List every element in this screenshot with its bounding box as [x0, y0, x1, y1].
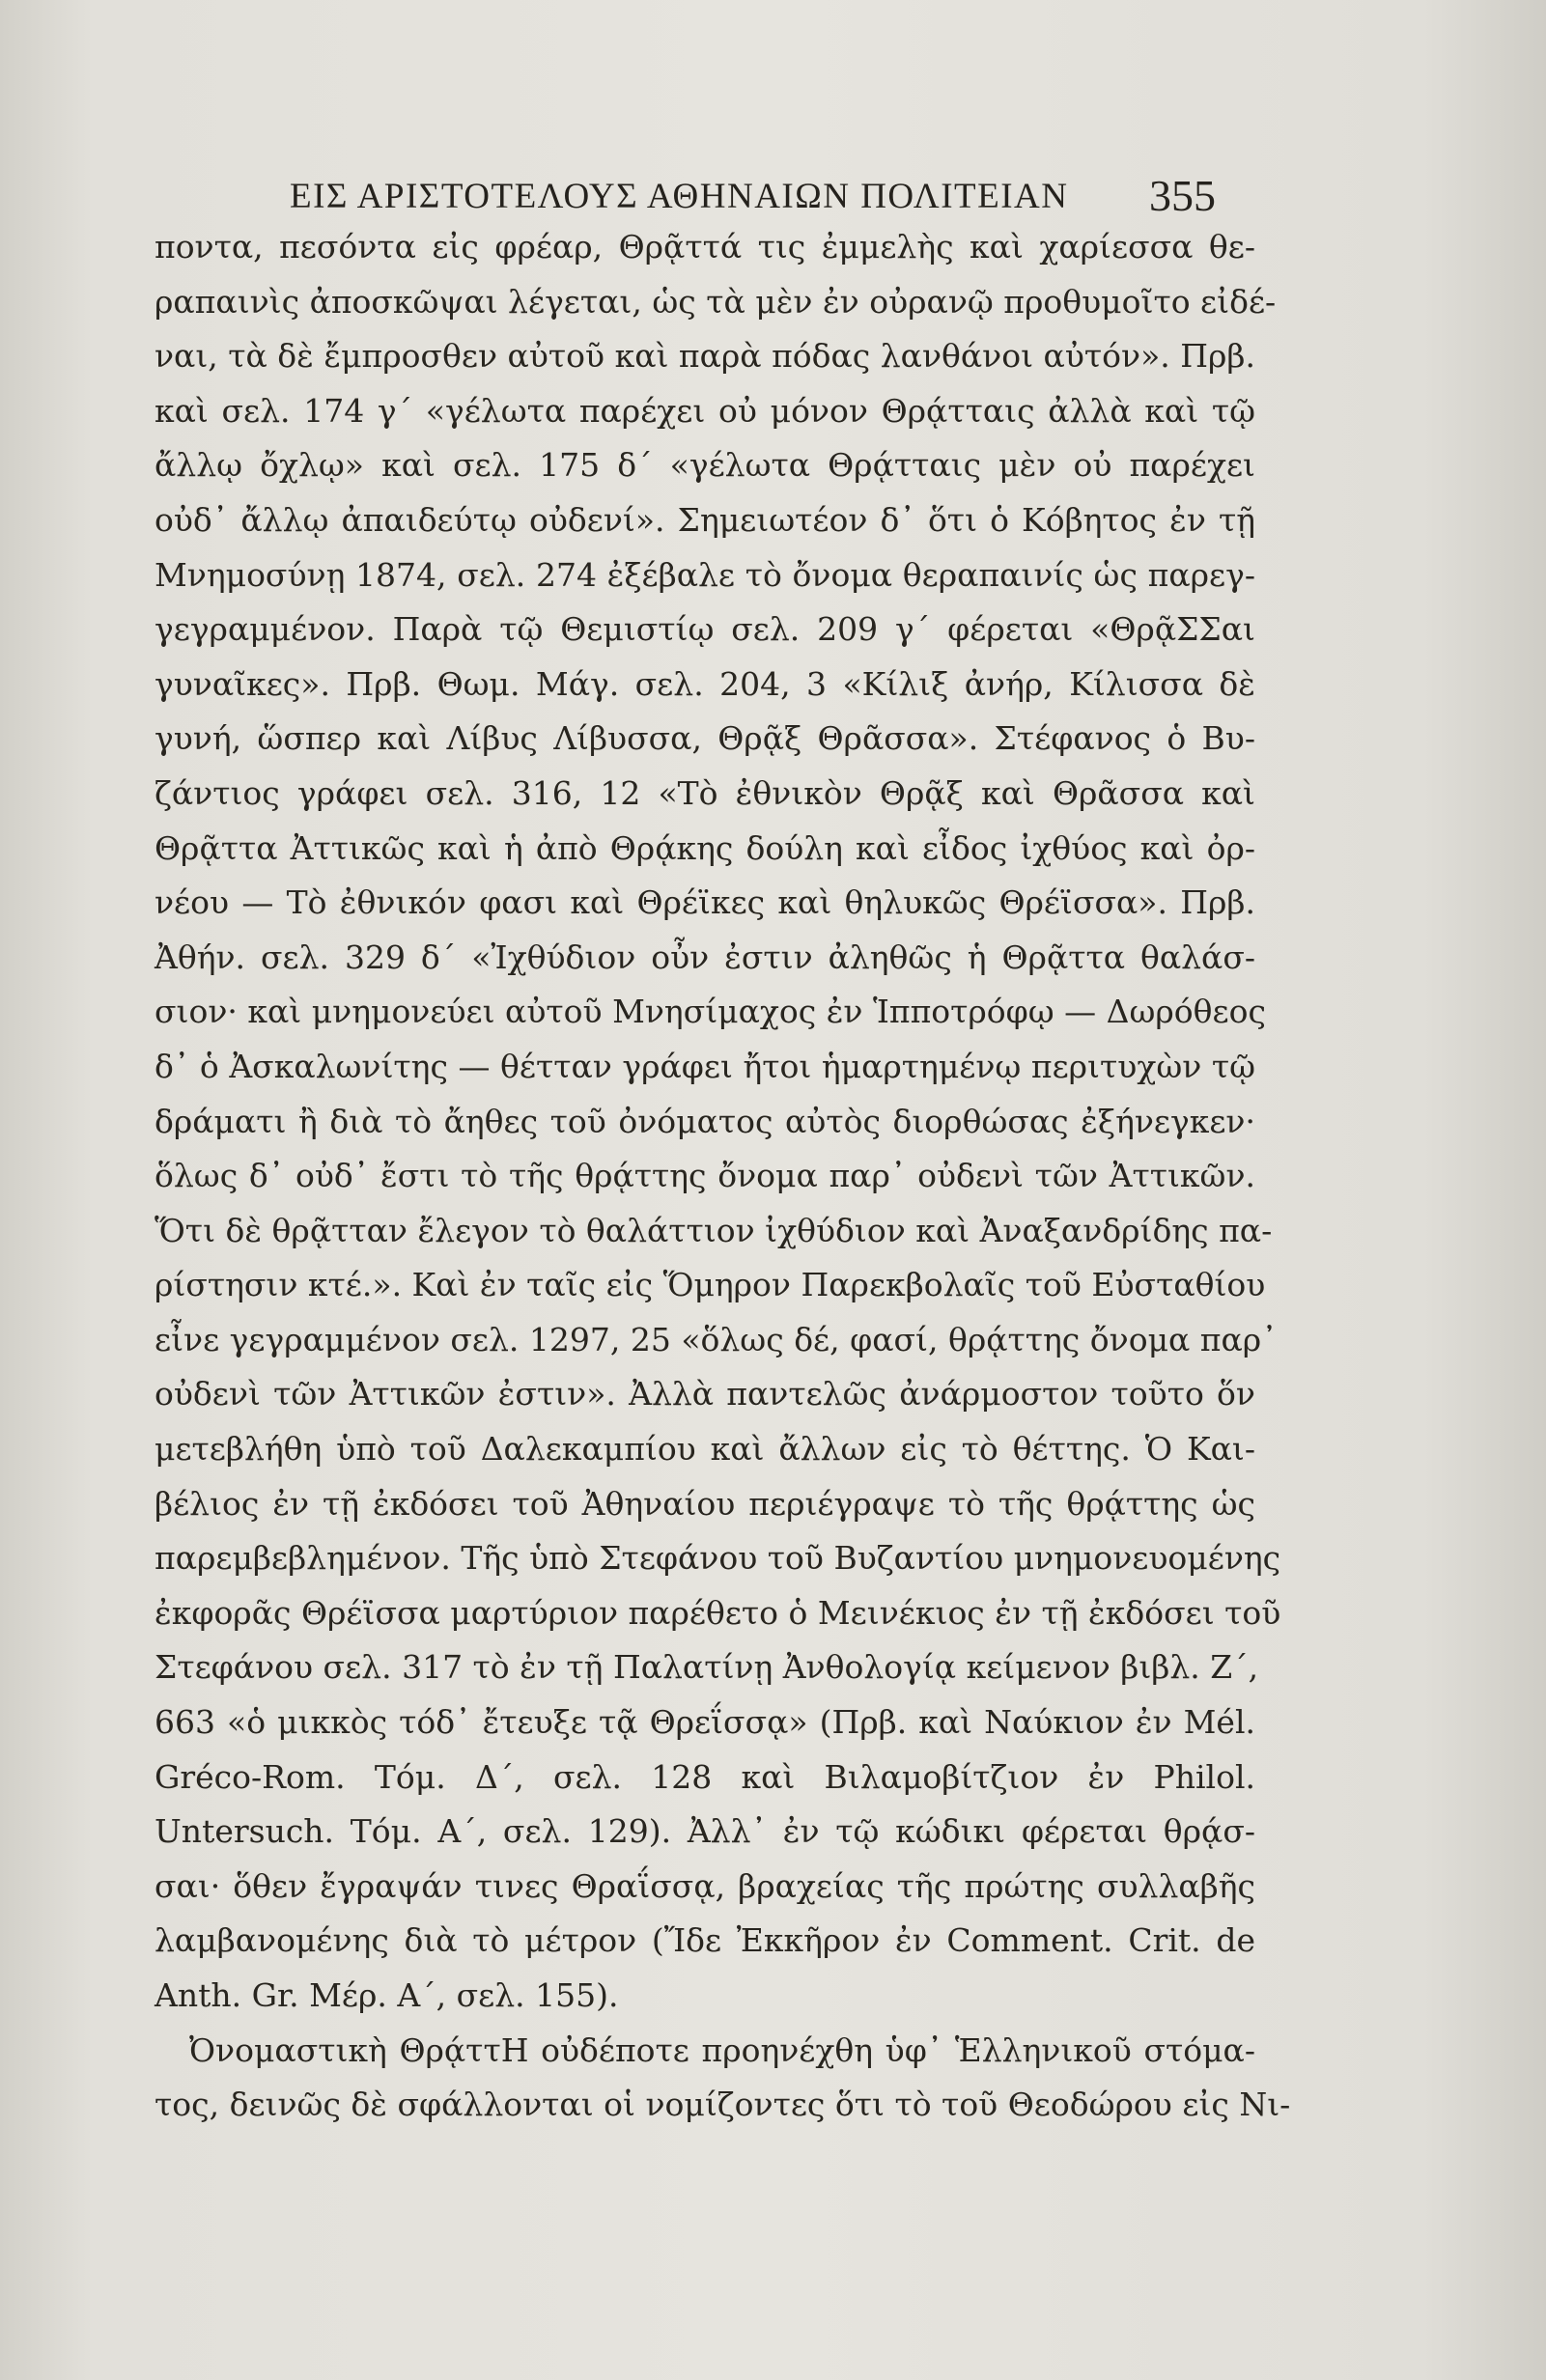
text-line: καὶ σελ. 174 γ΄ «γέλωτα παρέχει οὐ μόνον Θρᾴτταις ἀλλὰ καὶ τῷ — [155, 391, 1255, 430]
paragraph-end-line: Anth. Gr. Μέρ. Α΄, σελ. 155). — [155, 1976, 619, 2014]
text-line: Στεφάνου σελ. 317 τὸ ἐν τῇ Παλατίνῃ Ἀνθολογίᾳ κείμενον βιβλ. Ζ΄, — [155, 1648, 1259, 1687]
text-line: σαι· ὅθεν ἔγραψάν τινες Θραΐσσᾳ, βραχείας τῆς πρώτης συλλαβῆς — [155, 1866, 1255, 1905]
text-line: ναι, τὰ δὲ ἔμπροσθεν αὐτοῦ καὶ παρὰ πόδας λανθάνοι αὐτόν». Πρβ. — [155, 337, 1255, 376]
text-line: Ἀθήν. σελ. 329 δ΄ «Ἰχθύδιον οὖν ἐστιν ἀληθῶς ἡ Θρᾷττα θαλάσ- — [155, 938, 1255, 976]
text-line: 663 «ὁ μικκὸς τόδ᾽ ἔτευξε τᾷ Θρεΐσσᾳ» (Πρβ. καὶ Ναύκιον ἐν Mél. — [155, 1703, 1255, 1742]
text-line: γυναῖκες». Πρβ. Θωμ. Μάγ. σελ. 204, 3 «Κίλιξ ἀνήρ, Κίλισσα δὲ — [155, 664, 1255, 703]
text-line: δράματι ἢ διὰ τὸ ἄηθες τοῦ ὀνόματος αὐτὸς διορθώσας ἐξήνεγκεν· — [155, 1102, 1255, 1140]
text-line: βέλιος ἐν τῇ ἐκδόσει τοῦ Ἀθηναίου περιέγραψε τὸ τῆς θρᾴττης ὡς — [155, 1484, 1255, 1523]
text-line: ρίστησιν κτέ.». Καὶ ἐν ταῖς εἰς Ὅμηρον Παρεκβολαῖς τοῦ Εὐσταθίου — [155, 1266, 1266, 1304]
text-line: ζάντιος γράφει σελ. 316, 12 «Τὸ ἐθνικὸν Θρᾷξ καὶ Θρᾶσσα καὶ — [155, 773, 1255, 812]
text-line: εἶνε γεγραμμένον σελ. 1297, 25 «ὅλως δέ, φασί, θρᾴττης ὄνομα παρ᾽ — [155, 1320, 1278, 1358]
text-line: γυνή, ὥσπερ καὶ Λίβυς Λίβυσσα, Θρᾷξ Θρᾶσσα». Στέφανος ὁ Βυ- — [155, 719, 1255, 758]
text-line: ραπαινὶς ἀποσκῶψαι λέγεται, ὡς τὰ μὲν ἐν οὐρανῷ προθυμοῖτο εἰδέ- — [155, 282, 1277, 321]
text-line: γεγραμμένον. Παρὰ τῷ Θεμιστίῳ σελ. 209 γ΄ φέρεται «ΘρᾷΣΣαι — [155, 610, 1255, 649]
text-line: οὐδενὶ τῶν Ἀττικῶν ἐστιν». Ἀλλὰ παντελῶς ἀνάρμοστον τοῦτο ὅν — [155, 1375, 1255, 1414]
text-line: Θρᾷττα Ἀττικῶς καὶ ἡ ἀπὸ Θρᾴκης δούλη καὶ εἶδος ἰχθύος καὶ ὀρ- — [155, 828, 1255, 867]
text-line: ἄλλῳ ὄχλῳ» καὶ σελ. 175 δ΄ «γέλωτα Θρᾴτταις μὲν οὐ παρέχει — [155, 446, 1255, 485]
text-line: ἐκφορᾶς Θρέϊσσα μαρτύριον παρέθετο ὁ Μεινέκιος ἐν τῇ ἐκδόσει τοῦ — [155, 1593, 1281, 1632]
text-line: Untersuch. Τόμ. Α΄, σελ. 129). Ἀλλ᾽ ἐν τῷ κώδικι φέρεται θρᾴσ- — [155, 1812, 1255, 1851]
page-number: 355 — [1149, 171, 1216, 220]
text-line: μετεβλήθη ὑπὸ τοῦ Δαλεκαμπίου καὶ ἄλλων εἰς τὸ θέττης. Ὁ Και- — [155, 1430, 1255, 1469]
text-line: Gréco-Rom. Τόμ. Δ΄, σελ. 128 καὶ Βιλαμοβίτζιον ἐν Philol. — [155, 1757, 1255, 1796]
text-line: παρεμβεβλημένον. Τῆς ὑπὸ Στεφάνου τοῦ Βυζαντίου μνημονευομένης — [155, 1539, 1281, 1578]
text-line: οὐδ᾽ ἄλλῳ ἀπαιδεύτῳ οὐδενί». Σημειωτέον δ᾽ ὅτι ὁ Κόβητος ἐν τῇ — [155, 500, 1255, 539]
text-line: τος, δεινῶς δὲ σφάλλονται οἱ νομίζοντες ὅτι τὸ τοῦ Θεοδώρου εἰς Νι- — [155, 2086, 1291, 2124]
text-line: Ὅτι δὲ θρᾷτταν ἔλεγον τὸ θαλάττιον ἰχθύδιον καὶ Ἀναξανδρίδης πα- — [155, 1211, 1273, 1249]
text-line: σιον· καὶ μνημονεύει αὐτοῦ Μνησίμαχος ἐν Ἱπποτρόφῳ — Δωρόθεος — [155, 993, 1266, 1031]
text-line: ὅλως δ᾽ οὐδ᾽ ἔστι τὸ τῆς θρᾴττης ὄνομα παρ᾽ οὐδενὶ τῶν Ἀττικῶν. — [155, 1157, 1255, 1195]
body-text — [155, 220, 1291, 2133]
text-line: λαμβανομένης διὰ τὸ μέτρον (Ἴδε Ἐκκῆρον ἐν Comment. Crit. de — [155, 1921, 1255, 1960]
running-head: ΕΙΣ ΑΡΙΣΤΟΤΕΛΟΥΣ ΑΘΗΝΑΙΩΝ ΠΟΛΙΤΕΙΑΝ — [290, 177, 1069, 216]
text-line: δ᾽ ὁ Ἀσκαλωνίτης — θέτταν γράφει ἤτοι ἡμαρτημένῳ περιτυχὼν τῷ — [155, 1047, 1255, 1085]
text-line: Μνημοσύνῃ 1874, σελ. 274 ἐξέβαλε τὸ ὄνομα θεραπαινίς ὡς παρεγ- — [155, 555, 1255, 594]
paragraph-start-line: Ὀνομαστικὴ ΘρᾴττΗ οὐδέποτε προηνέχθη ὑφ᾽ Ἑλληνικοῦ στόμα- — [189, 2030, 1255, 2069]
text-line: ποντα, πεσόντα εἰς φρέαρ, Θρᾷττά τις ἐμμελὴς καὶ χαρίεσσα θε- — [155, 228, 1255, 266]
text-line: νέου — Τὸ ἐθνικόν φασι καὶ Θρέϊκες καὶ θηλυκῶς Θρέϊσσα». Πρβ. — [155, 883, 1255, 922]
